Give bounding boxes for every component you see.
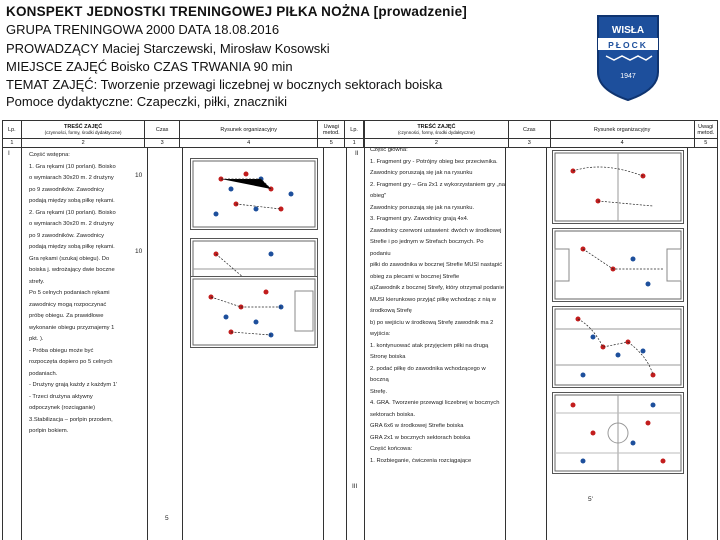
left-line: 3.Stabilizacja – porlpin przodem, — [29, 416, 113, 423]
place-duration-line: MIEJSCE ZAJĘĆ Boisko CZAS TRWANIA 90 min — [6, 59, 293, 74]
left-line: pkt. ). — [29, 336, 44, 342]
col-content-sub: (czynności, formy, środki dydaktyczne) — [44, 130, 122, 135]
left-line: Część wstępna: — [29, 152, 70, 158]
right-line: 2. Fragment gry – Gra 2x1 z wykorzystaniem gry „na — [370, 181, 505, 188]
right-line: 1. kontynuować atak przyjęciem piłki na drugą — [370, 342, 489, 349]
num-2: 2 — [21, 139, 145, 148]
right-line: 3. Fragment gry. Zawodnicy grają 4x4. — [370, 216, 469, 222]
right-content-text — [370, 145, 505, 467]
time-2: 10 — [135, 248, 143, 255]
right-line: Strefie i po jednym w Strefach bocznych. Po podaniu — [370, 239, 484, 257]
num-4: 4 — [179, 139, 318, 148]
left-line: o wymiarach 30x20 m. 2 drużyny — [29, 221, 114, 227]
left-line: 2. Gra rękami (10 porlani). Boisko — [29, 209, 116, 216]
col-time-right: Czas — [508, 121, 550, 139]
logo-text-top: WISŁA — [611, 25, 645, 36]
left-line: porlpin bokiem. — [29, 428, 69, 434]
col-time: Czas — [145, 121, 179, 139]
right-line: GRA 6x6 w środkowej Strefie boiska — [370, 423, 464, 429]
left-line: boiska j. wdrożający dwie boczne — [29, 267, 115, 273]
drill-diagram-1 — [190, 158, 318, 230]
left-line: po 9 zawodników. Zawodnicy — [29, 186, 105, 193]
logo-year: 1947 — [620, 73, 636, 80]
col-drawing-right: Rysunek organizacyjny — [550, 121, 694, 139]
group-date-line: GRUPA TRENINGOWA 2000 DATA 18.08.2016 — [6, 22, 280, 37]
left-table-header — [2, 120, 364, 148]
drill-diagram-4 — [552, 150, 684, 224]
left-line: podaniach. — [29, 370, 58, 377]
right-line: Zawodnicy czerwoni ustawieni: dwóch w środkowej — [370, 227, 502, 234]
right-line: Zawodnicy poruszają się jak na rysunku. — [370, 204, 475, 211]
left-line: podają między sobą piłkę rękami. — [29, 198, 115, 204]
part-ii-label: II — [355, 150, 359, 157]
left-line: zawodnicy mogą rozpoczynać — [29, 301, 107, 308]
left-line: odpoczynek (rozciąganie) — [29, 405, 96, 411]
col-content-sub-right: (czynności, formy, środki dydaktyczne) — [397, 130, 475, 135]
right-line: sektorach boiska. — [370, 411, 416, 418]
num-3-right: 3 — [508, 139, 550, 148]
num-4-right: 4 — [550, 139, 694, 148]
num-5: 5 — [318, 139, 345, 148]
drill-diagram-6 — [552, 306, 684, 388]
right-line: Stronę boiska — [370, 354, 406, 360]
left-line: Po 5 celnych podaniach rękami — [29, 290, 110, 296]
right-line: środkową Strefę — [370, 308, 412, 314]
instructor-line: PROWADZĄCY Maciej Starczewski, Mirosław Kosowski — [6, 41, 330, 56]
num-1-right: 1 — [345, 139, 364, 148]
col-lp-right: Lp. — [345, 121, 364, 139]
right-line: 4. GRA. Tworzenie przewagi liczebnej w bocznych — [370, 400, 500, 406]
left-line: po 9 zawodników. Zawodnicy — [29, 232, 105, 239]
left-line: strefy. — [29, 278, 45, 285]
left-line: podają między sobą piłkę rękami. — [29, 244, 115, 250]
part-i-end: 5 — [165, 515, 169, 522]
left-line: wykonanie obiegu przyznajemy 1 — [29, 324, 115, 331]
col-notes: Uwagi metod. — [318, 121, 345, 139]
col-content-right: TREŚĆ ZAJĘĆ — [417, 124, 456, 130]
num-5-right: 5 — [694, 139, 717, 148]
right-line: GRA 2x1 w bocznych sektorach boiska — [370, 434, 471, 441]
left-line: rozpoczęta dopiero po 5 celnych — [29, 359, 113, 365]
left-line: - Drużyny grają każdy z każdym 1' — [29, 382, 118, 388]
left-line: - Trzeci drużyna aktywny — [29, 393, 93, 400]
right-line: obieg" — [370, 193, 387, 199]
equipment-line: Pomoce dydaktyczne: Czapeczki, piłki, znaczniki — [6, 94, 288, 109]
time-1: 10 — [135, 172, 143, 179]
col-content: TREŚĆ ZAJĘĆ — [63, 124, 103, 130]
right-table-header — [364, 120, 718, 148]
num-1: 1 — [3, 139, 22, 148]
right-line: 2. podać piłkę do zawodnika wchodzącego w boczną — [370, 365, 486, 383]
right-line: Część główna: — [370, 147, 408, 153]
time-r5: 5' — [588, 496, 593, 503]
left-content-text — [29, 150, 147, 438]
left-line: 1. Gra rękami (10 porlani). Boisko — [29, 163, 116, 170]
num-3: 3 — [145, 139, 179, 148]
right-line: Część końcowa: — [370, 446, 413, 452]
logo-text-mid: PŁOCK — [608, 40, 648, 50]
num-2-right: 2 — [365, 139, 509, 148]
right-line: Strefę. — [370, 388, 388, 395]
right-line: a)Zawodnik z bocznej Strefy, który otrzymał podanie — [370, 285, 504, 291]
topic-line: TEMAT ZAJĘĆ: Tworzenie przewagi liczebnej w bocznych sektorach boiska — [6, 77, 443, 92]
col-lp: Lp. — [3, 121, 22, 139]
drill-diagram-7 — [552, 392, 684, 474]
drill-diagram-3 — [190, 276, 318, 348]
left-line: - Próba obiegu może być — [29, 347, 94, 354]
part-iii-label: III — [352, 483, 358, 490]
page-title: KONSPEKT JEDNOSTKI TRENINGOWEJ PIŁKA NOŻNA [prowadzenie] — [6, 4, 467, 19]
right-line: piłki do zawodnika w bocznej Strefie MUSI nastąpić — [370, 262, 503, 268]
left-line: próbę obiegu. Za prawidłowe — [29, 313, 104, 319]
right-line: b) po wejściu w środkową Strefę zawodnik ma 2 wyjścia: — [370, 319, 494, 337]
club-logo — [596, 14, 660, 102]
right-line: MUSI kierunkowo przyjąć piłkę wchodząc z nią w — [370, 296, 496, 303]
col-drawing: Rysunek organizacyjny — [179, 121, 318, 139]
left-line: o wymiarach 30x20 m. 2 drużyny — [29, 175, 114, 181]
part-i-label: I — [8, 150, 10, 157]
right-line: Zawodnicy poruszają się jak na rysunku — [370, 170, 473, 176]
drill-diagram-5 — [552, 228, 684, 302]
col-notes-right: Uwagi metod. — [694, 121, 717, 139]
right-line: 1. Fragment gry - Potrójny obieg bez przeciwnika. — [370, 158, 498, 165]
right-line: 1. Rozbieganie, ćwiczenia rozciągające — [370, 457, 472, 464]
left-line: Gra rękami (szukaj obiegu). Do — [29, 255, 110, 262]
right-line: obieg za plecami w bocznej Strefie — [370, 273, 460, 280]
